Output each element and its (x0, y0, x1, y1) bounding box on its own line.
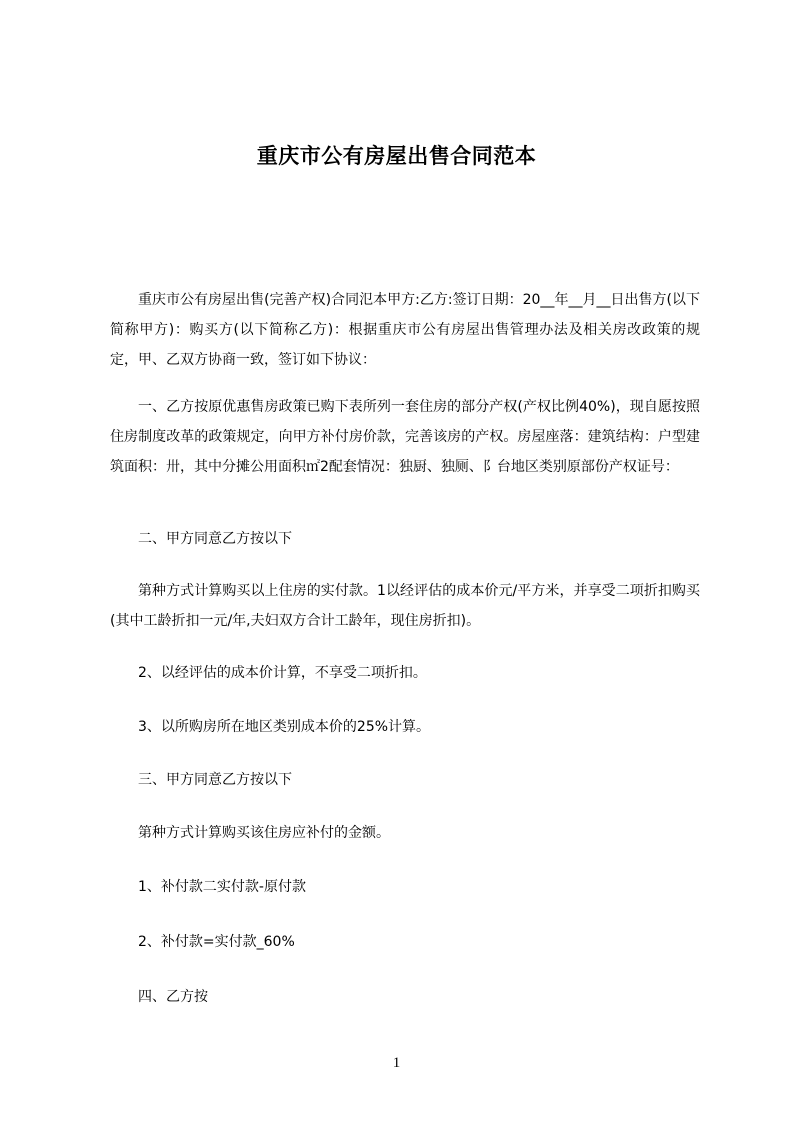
paragraph-section-2-method: 第种方式计算购买以上住房的实付款。1以经评估的成本价元/平方米，并享受二项折扣购买(其中工龄折扣一元/年,夫妇双方合计工龄年，现住房折扣)。 (110, 583, 700, 629)
paragraph-section-3-heading: 三、甲方同意乙方按以下 (138, 772, 292, 788)
paragraph-section-3-item-1: 1、补付款二实付款-原付款 (138, 879, 306, 895)
paragraph-intro: 重庆市公有房屋出售(完善产权)合同氾本甲方:乙方:签订日期：20__年__月__日出售方(以下简称甲方)：购买方(以下简称乙方)：根据重庆市公有房屋出售管理办法及相关房改政策的规定，甲、乙双方协商一致，签订如下协议： (110, 292, 700, 368)
paragraph-section-1: 一、乙方按原优惠售房政策已购下表所列一套住房的部分产权(产权比例40%)，现自愿按照住房制度改革的政策规定，向甲方补付房价款，完善该房的产权。房屋座落：建筑结构：户型建筑面积：卅，其中分摊公用面积㎡2配套情况：独厨、独厕、阝台地区类别原部份产权证号： (110, 399, 700, 475)
paragraph-section-4-heading: 四、乙方按 (138, 989, 208, 1005)
paragraph-section-2-item-2: 2、以经评估的成本价计算，不享受二项折扣。 (138, 665, 427, 681)
page-number: 1 (392, 1055, 401, 1071)
paragraph-section-2-heading: 二、甲方同意乙方按以下 (138, 531, 292, 547)
paragraph-section-2-item-3: 3、以所购房所在地区类别成本价的25%计算。 (138, 719, 431, 735)
paragraph-section-3-method: 第种方式计算购买该住房应补付的金额。 (138, 825, 390, 841)
document-title: 重庆市公有房屋出售合同范本 (256, 144, 537, 168)
paragraph-section-3-item-2: 2、补付款=实付款_60% (138, 934, 295, 950)
